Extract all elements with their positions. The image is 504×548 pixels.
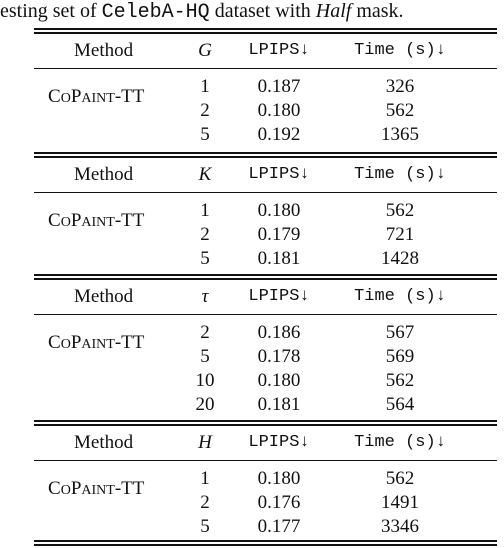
- param-value: 1: [200, 200, 210, 221]
- time-value: 564: [385, 394, 415, 415]
- table-rule: [34, 544, 497, 546]
- lpips-value: 0.177: [257, 516, 301, 537]
- table-rule: [34, 28, 497, 30]
- param-value: 2: [200, 224, 210, 245]
- header-lpips: LPIPS↓: [248, 165, 310, 184]
- time-value: 562: [385, 200, 415, 221]
- header-method: Method: [74, 40, 134, 61]
- table-rule: [34, 192, 497, 193]
- param-value: 1: [200, 76, 210, 97]
- header-method: Method: [74, 164, 134, 185]
- param-value: 1: [200, 468, 210, 489]
- param-value: 2: [200, 492, 210, 513]
- header-method: Method: [74, 286, 134, 307]
- lpips-value: 0.176: [257, 492, 301, 513]
- param-value: 5: [200, 124, 210, 145]
- method-part: O: [60, 91, 71, 106]
- method-name: [48, 211, 178, 233]
- header-param: H: [198, 432, 212, 453]
- table-rule: [34, 420, 497, 422]
- table-rule: [34, 68, 497, 69]
- time-value: 1491: [381, 492, 419, 513]
- table-rule: [34, 32, 497, 34]
- time-value: 562: [385, 370, 415, 391]
- header-param: K: [198, 164, 212, 185]
- time-value: 3346: [381, 516, 419, 537]
- header-param: τ: [201, 286, 209, 307]
- header-time: Time (s)↓: [354, 287, 446, 306]
- lpips-value: 0.180: [257, 200, 301, 221]
- lpips-value: 0.180: [257, 468, 301, 489]
- time-value: 1428: [381, 248, 419, 269]
- time-value: 562: [385, 468, 415, 489]
- param-value: 20: [195, 394, 215, 415]
- table-rule: [34, 424, 497, 426]
- caption-suffix: mask.: [351, 0, 404, 22]
- lpips-value: 0.186: [257, 322, 301, 343]
- header-lpips: LPIPS↓: [248, 287, 310, 306]
- method-part: P: [70, 210, 82, 231]
- param-value: 10: [195, 370, 215, 391]
- table-rule: [34, 460, 497, 461]
- lpips-value: 0.187: [257, 76, 301, 97]
- method-part: -TT: [114, 478, 145, 499]
- param-value: 2: [200, 322, 210, 343]
- method-part: AINT: [81, 215, 115, 230]
- lpips-value: 0.181: [257, 248, 301, 269]
- caption-dataset: CelebA-HQ: [101, 1, 210, 24]
- method-part: -TT: [114, 86, 145, 107]
- header-method: Method: [74, 432, 134, 453]
- method-part: AINT: [81, 337, 115, 352]
- time-value: 562: [385, 100, 415, 121]
- lpips-value: 0.180: [257, 100, 301, 121]
- caption-prefix: esting set of: [0, 0, 102, 22]
- table-rule: [34, 278, 497, 280]
- time-value: 326: [385, 76, 415, 97]
- table-rule: [34, 152, 497, 154]
- caption-middle: dataset with: [209, 0, 316, 22]
- method-part: AINT: [81, 483, 115, 498]
- time-value: 567: [385, 322, 415, 343]
- method-part: P: [70, 332, 82, 353]
- table-rule: [34, 540, 497, 542]
- caption-mask: Half: [315, 0, 352, 22]
- header-lpips: LPIPS↓: [248, 41, 310, 60]
- method-name: [48, 479, 178, 501]
- method-name: [48, 87, 178, 109]
- method-part: O: [60, 337, 71, 352]
- param-value: 5: [200, 516, 210, 537]
- lpips-value: 0.181: [257, 394, 301, 415]
- method-part: P: [70, 478, 82, 499]
- param-value: 2: [200, 100, 210, 121]
- method-part: C: [48, 210, 61, 231]
- method-part: -TT: [114, 332, 145, 353]
- header-lpips: LPIPS↓: [248, 433, 310, 452]
- header-param: G: [198, 40, 212, 61]
- param-value: 5: [200, 248, 210, 269]
- lpips-value: 0.179: [257, 224, 301, 245]
- table-caption: [0, 0, 504, 26]
- method-part: C: [48, 86, 61, 107]
- method-part: AINT: [81, 91, 115, 106]
- table-rule: [34, 314, 497, 315]
- method-part: C: [48, 478, 61, 499]
- lpips-value: 0.180: [257, 370, 301, 391]
- param-value: 5: [200, 346, 210, 367]
- table-rule: [34, 156, 497, 158]
- lpips-value: 0.192: [257, 124, 301, 145]
- header-time: Time (s)↓: [354, 41, 446, 60]
- time-value: 569: [385, 346, 415, 367]
- method-name: [48, 333, 178, 355]
- header-time: Time (s)↓: [354, 433, 446, 452]
- header-time: Time (s)↓: [354, 165, 446, 184]
- method-part: O: [60, 483, 71, 498]
- table-rule: [34, 274, 497, 276]
- method-part: C: [48, 332, 61, 353]
- time-value: 721: [385, 224, 415, 245]
- method-part: -TT: [114, 210, 145, 231]
- method-part: P: [70, 86, 82, 107]
- lpips-value: 0.178: [257, 346, 301, 367]
- method-part: O: [60, 215, 71, 230]
- time-value: 1365: [381, 124, 419, 145]
